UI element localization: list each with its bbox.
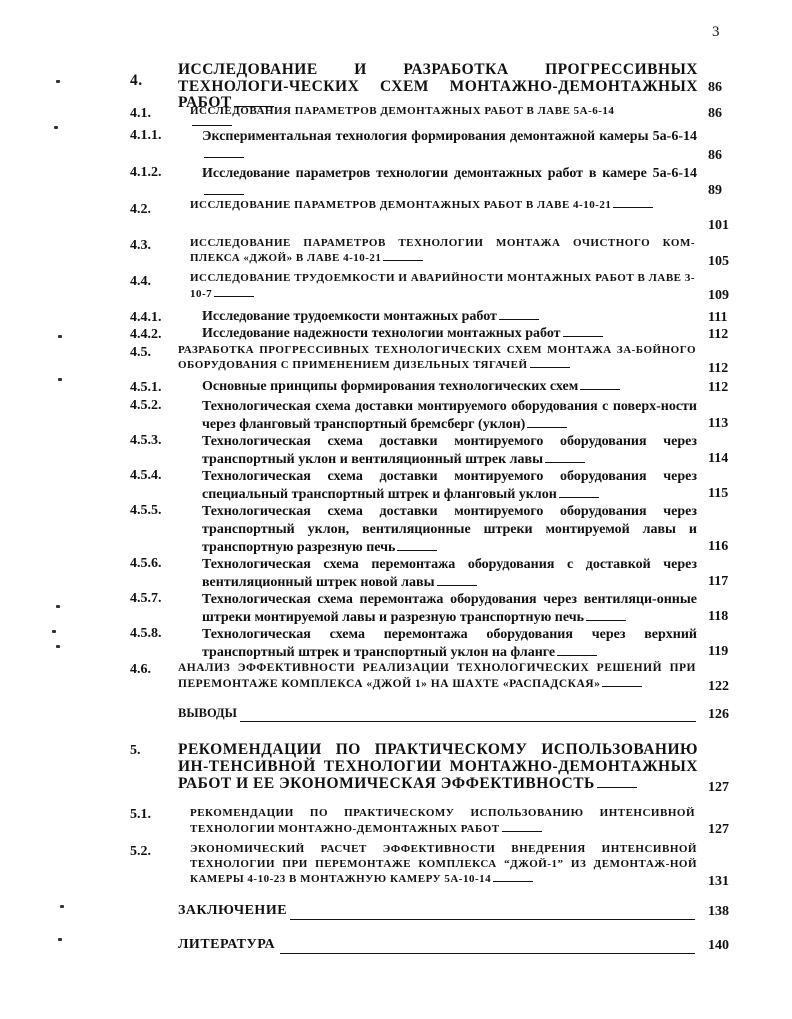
section-title: Исследование надежности технологии монтажных работ (202, 327, 642, 342)
scan-speck (58, 938, 62, 941)
section-title: ИССЛЕДОВАНИЕ И РАЗРАБОТКА ПРОГРЕССИВНЫХ ТЕХНОЛОГИ-ЧЕСКИХ СХЕМ МОНТАЖНО-ДЕМОНТАЖНЫХ РАБОТ (178, 61, 698, 112)
page-ref: 138 (708, 904, 729, 919)
section-title: Исследование параметров технологии демонтажных работ в камере 5а-6-14 (202, 165, 697, 201)
page-ref: 86 (708, 148, 722, 163)
leader-line (204, 157, 244, 158)
page-ref: 122 (708, 679, 729, 694)
page-ref: 118 (708, 609, 729, 624)
section-title: ИССЛЕДОВАНИЯ ПАРАМЕТРОВ ДЕМОНТАЖНЫХ РАБОТ В ЛАВЕ 5А-6-14 (190, 106, 650, 130)
section-number: 4.5.5. (130, 503, 162, 518)
leader-line (557, 655, 597, 656)
leader-line (397, 550, 437, 551)
section-title: РЕКОМЕНДАЦИИ ПО ПРАКТИЧЕСКОМУ ИСПОЛЬЗОВАНИЮ ИНТЕНСИВНОЙ ТЕХНОЛОГИИ МОНТАЖНО-ДЕМОНТАЖНЫХ РАБОТ (190, 807, 695, 835)
scan-speck (56, 645, 60, 648)
section-number: 5.1. (130, 807, 151, 822)
scan-speck (56, 80, 60, 83)
section-title: ИССЛЕДОВАНИЕ ТРУДОЕМКОСТИ И АВАРИЙНОСТИ МОНТАЖНЫХ РАБОТ В ЛАВЕ 3-10-7 (190, 272, 695, 300)
page-ref: 127 (708, 822, 729, 837)
section-number: 4.1.2. (130, 165, 162, 180)
section-title: Технологическая схема доставки монтируемого оборудования через специальный транспортный штрек и фланговый уклон (202, 469, 697, 502)
section-number: 4. (130, 72, 143, 89)
scan-speck (58, 335, 62, 338)
leader-line (580, 389, 620, 390)
section-title: ВЫВОДЫ (178, 706, 237, 720)
leader-line (499, 319, 539, 320)
page-ref: 119 (708, 644, 729, 659)
page-ref: 117 (708, 574, 729, 589)
page-ref: 112 (708, 327, 729, 342)
page-ref: 115 (708, 486, 729, 501)
scan-speck (52, 630, 56, 633)
leader-line (545, 462, 585, 463)
section-title: ЛИТЕРАТУРА (178, 937, 276, 952)
page-ref: 86 (708, 106, 722, 121)
section-title: Технологическая схема доставки монтируемого оборудования через транспортный уклон и вентиляционный штрек лавы (202, 434, 697, 467)
page-ref: 126 (708, 707, 729, 722)
leader-line (586, 620, 626, 621)
page-ref: 116 (708, 539, 729, 554)
section-title: ЭКОНОМИЧЕСКИЙ РАСЧЕТ ЭФФЕКТИВНОСТИ ВНЕДРЕНИЯ ИНТЕНСИВНОЙ ТЕХНОЛОГИИ ПРИ ПЕРЕМОНТАЖЕ КОМПЛЕКСА “ДЖОЙ-1” ИЗ ДЕМОНТАЖ-НОЙ КАМЕРЫ 4-10-23 В МОНТАЖНУЮ КАМЕРУ 5А-10-14 (190, 843, 697, 885)
section-title: ЗАКЛЮЧЕНИЕ (178, 903, 288, 918)
section-number: 4.2. (130, 202, 151, 217)
leader-line (527, 427, 567, 428)
section-title: РАЗРАБОТКА ПРОГРЕССИВНЫХ ТЕХНОЛОГИЧЕСКИХ СХЕМ МОНТАЖА ЗА-БОЙНОГО ОБОРУДОВАНИЯ С ПРИМЕНЕНИЕМ ДИЗЕЛЬНЫХ ТЯГАЧЕЙ (178, 344, 696, 371)
leader-line (613, 207, 653, 208)
leader-line (437, 585, 477, 586)
page-ref: 109 (708, 288, 729, 303)
page-ref: 140 (708, 938, 729, 953)
section-number: 4.1. (130, 106, 151, 121)
leader-line (204, 194, 244, 195)
section-title: ИССЛЕДОВАНИЕ ПАРАМЕТРОВ ТЕХНОЛОГИИ МОНТАЖА ОЧИСТНОГО КОМ-ПЛЕКСА «ДЖОЙ» В ЛАВЕ 4-10-21 (190, 237, 695, 264)
section-title: Экспериментальная технология формирования демонтажной камеры 5а-6-14 (202, 128, 697, 164)
section-number: 4.5.4. (130, 468, 162, 483)
leader-line (493, 881, 533, 882)
section-title: Технологическая схема доставки монтируемого оборудования через транспортный уклон, вентиляционные штреки монтируемой лавы и транспортную разрезную печь (202, 504, 697, 555)
page-ref: 105 (708, 254, 729, 269)
page-ref: 86 (708, 80, 722, 95)
section-number: 4.5.6. (130, 556, 162, 571)
page-ref: 89 (708, 183, 722, 198)
leader-line (559, 497, 599, 498)
section-title: РЕКОМЕНДАЦИИ ПО ПРАКТИЧЕСКОМУ ИСПОЛЬЗОВАНИЮ ИН-ТЕНСИВНОЙ ТЕХНОЛОГИИ МОНТАЖНО-ДЕМОНТАЖНЫХ РАБОТ И ЕЕ ЭКОНОМИЧЕСКАЯ ЭФФЕКТИВНОСТЬ (178, 741, 698, 792)
section-title: Технологическая схема перемонтажа оборудования через верхний транспортный штрек и транспортный уклон на фланге (202, 627, 697, 660)
section-number: 4.1.1. (130, 128, 162, 143)
section-number: 4.5.7. (130, 591, 162, 606)
section-number: 4.5.8. (130, 626, 162, 641)
page-ref: 113 (708, 416, 729, 431)
section-number: 4.4.2. (130, 327, 162, 342)
section-title: ИССЛЕДОВАНИЕ ПАРАМЕТРОВ ДЕМОНТАЖНЫХ РАБОТ В ЛАВЕ 4-10-21 (190, 198, 695, 213)
scan-speck (54, 126, 58, 129)
leader-line (383, 260, 423, 261)
section-title: Основные принципы формирования технологических схем (202, 380, 672, 395)
section-number: 4.3. (130, 238, 151, 253)
leader-line (240, 721, 696, 722)
leader-line (280, 953, 695, 954)
page-ref: 114 (708, 451, 729, 466)
section-title: Технологическая схема доставки монтируемого оборудования с поверх-ности через фланговый транспортный бремсберг (уклон) (202, 399, 697, 432)
section-number: 4.4.1. (130, 310, 162, 325)
section-title: Исследование трудоемкости монтажных работ (202, 310, 642, 325)
leader-line (563, 336, 603, 337)
section-number: 4.5.1. (130, 380, 162, 395)
page-number: 3 (712, 24, 720, 40)
leader-line (502, 831, 542, 832)
page-ref: 127 (708, 780, 729, 795)
leader-line (602, 686, 642, 687)
leader-line (192, 125, 232, 126)
scan-speck (60, 905, 64, 908)
section-title: Технологическая схема перемонтажа оборудования через вентиляци-онные штреки монтируемой лавы и разрезную транспортную печь (202, 592, 697, 625)
leader-line (290, 919, 695, 920)
page-ref: 131 (708, 874, 729, 889)
section-title: Технологическая схема перемонтажа оборудования с доставкой через вентиляционный штрек новой лавы (202, 557, 697, 590)
section-title: АНАЛИЗ ЭФФЕКТИВНОСТИ РЕАЛИЗАЦИИ ТЕХНОЛОГИЧЕСКИХ РЕШЕНИЙ ПРИ ПЕРЕМОНТАЖЕ КОМПЛЕКСА «ДЖОЙ 1» НА ШАХТЕ «РАСПАДСКАЯ» (178, 662, 696, 690)
section-number: 4.6. (130, 662, 151, 677)
leader-line (530, 367, 570, 368)
page-ref: 111 (708, 310, 728, 325)
section-number: 5. (130, 743, 141, 758)
leader-line (214, 296, 254, 297)
section-number: 4.5. (130, 345, 151, 360)
scan-speck (56, 605, 60, 608)
scan-speck (58, 378, 62, 381)
page-ref: 112 (708, 380, 729, 395)
page-ref: 101 (708, 218, 729, 233)
leader-line (597, 787, 637, 788)
section-number: 5.2. (130, 844, 151, 859)
section-number: 4.5.3. (130, 433, 162, 448)
page-ref: 112 (708, 361, 729, 376)
section-number: 4.5.2. (130, 398, 162, 413)
section-number: 4.4. (130, 274, 151, 289)
